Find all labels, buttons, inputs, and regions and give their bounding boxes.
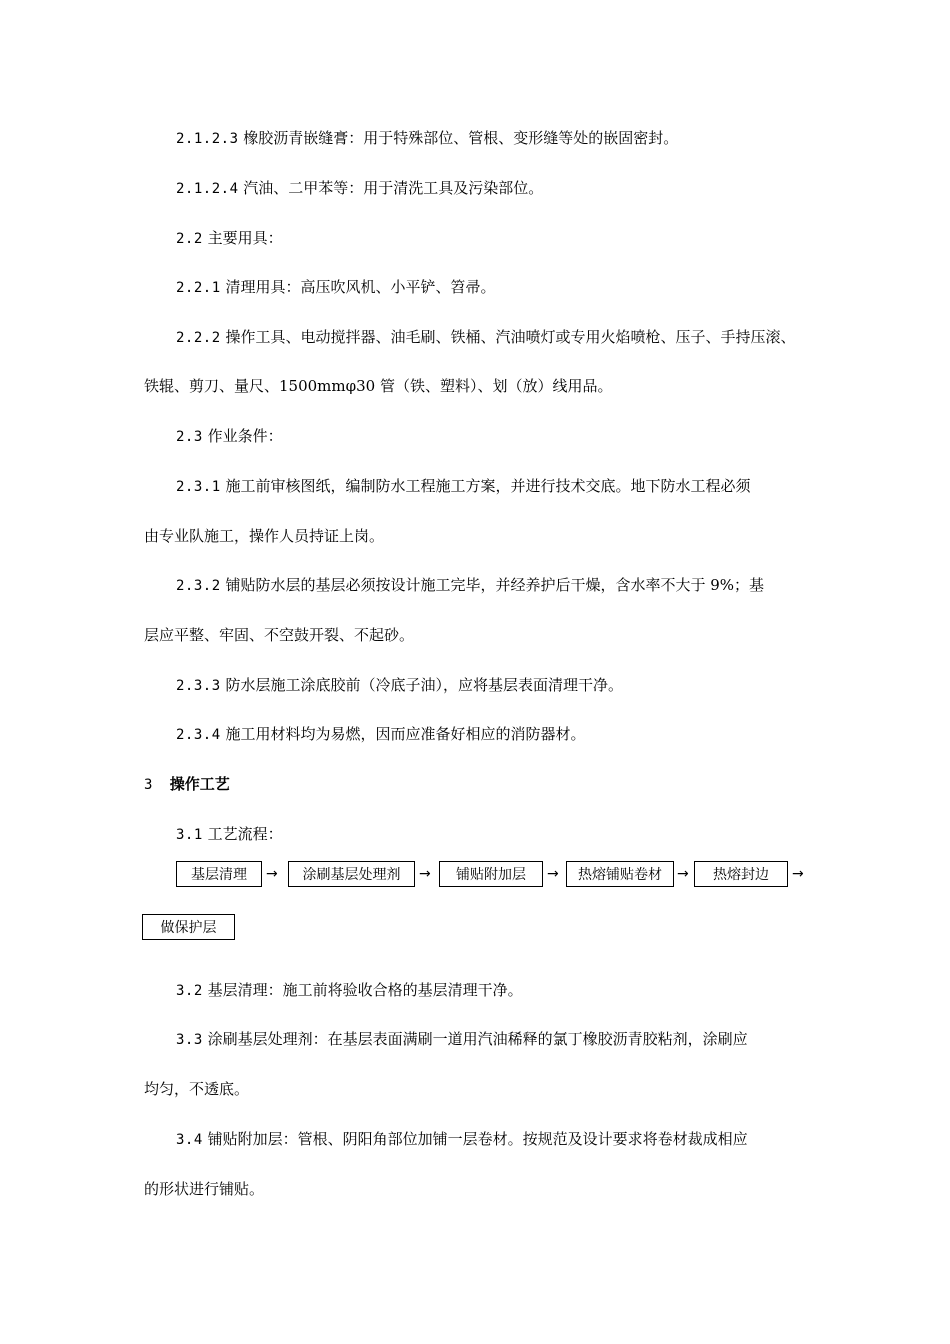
heading-3 (144, 774, 230, 795)
paragraph-text: 汽油、二甲苯等：用于清洗工具及污染部位。 (243, 179, 544, 197)
paragraph-text: 施工用材料均为易燃，因而应准备好相应的消防器材。 (225, 725, 586, 743)
section-number: 3.3 (176, 1032, 203, 1048)
flow-arrow: → (419, 866, 431, 882)
paragraph-2-3-2-continued (144, 625, 414, 645)
flow-step-edge-sealing: 热熔封边 (694, 861, 788, 887)
section-number: 2.3.2 (176, 578, 221, 594)
paragraph-2-2-2 (176, 327, 795, 348)
section-number: 3.4 (176, 1132, 203, 1148)
flow-step-protective-layer: 做保护层 (142, 914, 235, 940)
paragraph-text: 铁辊、剪刀、量尺、1500mmφ30 管（铁、塑料）、划（放）线用品。 (144, 377, 613, 395)
paragraph-3-4 (176, 1129, 748, 1150)
paragraph-text: 涂刷基层处理剂：在基层表面满刷一道用汽油稀释的氯丁橡胶沥青胶粘剂，涂刷应 (207, 1030, 748, 1048)
section-number: 3 (144, 777, 153, 793)
paragraph-text: 的形状进行铺贴。 (144, 1180, 265, 1198)
section-number: 2.2.1 (176, 280, 221, 296)
paragraph-text: 操作工具、电动搅拌器、油毛刷、铁桶、汽油喷灯或专用火焰喷枪、压子、手持压滚、 (225, 328, 796, 346)
paragraph-text: 清理用具：高压吹风机、小平铲、笤帚。 (225, 278, 496, 296)
paragraph-2-3-1-continued (144, 526, 384, 546)
heading-2-2 (176, 228, 283, 249)
paragraph-text: 施工前审核图纸，编制防水工程施工方案，并进行技术交底。地下防水工程必须 (225, 477, 751, 495)
flow-arrow: → (677, 866, 689, 882)
section-number: 2.3 (176, 429, 203, 445)
paragraph-text: 铺贴附加层：管根、阴阳角部位加铺一层卷材。按规范及设计要求将卷材裁成相应 (207, 1130, 748, 1148)
paragraph-2-1-2-4 (176, 178, 543, 199)
paragraph-3-3 (176, 1029, 748, 1050)
heading-3-1 (176, 824, 283, 845)
flow-arrow: → (547, 866, 559, 882)
paragraph-text: 防水层施工涂底胶前（冷底子油），应将基层表面清理干净。 (225, 676, 623, 694)
paragraph-text: 工艺流程： (207, 825, 283, 843)
section-title: 操作工艺 (169, 775, 230, 793)
flow-arrow: → (792, 866, 804, 882)
paragraph-3-3-continued (144, 1079, 249, 1099)
section-number: 2.3.1 (176, 479, 221, 495)
paragraph-text: 均匀，不透底。 (144, 1080, 250, 1098)
section-number: 2.1.2.3 (176, 131, 239, 147)
paragraph-text: 橡胶沥青嵌缝膏：用于特殊部位、管根、变形缝等处的嵌固密封。 (243, 129, 679, 147)
paragraph-3-2 (176, 980, 523, 1001)
paragraph-3-4-continued (144, 1179, 264, 1199)
heading-2-3 (176, 426, 283, 447)
paragraph-2-1-2-3 (176, 128, 678, 149)
flow-step-base-cleaning: 基层清理 (176, 861, 262, 887)
section-number: 3.1 (176, 827, 203, 843)
paragraph-2-3-2 (176, 575, 764, 596)
section-number: 2.2.2 (176, 330, 221, 346)
paragraph-2-3-1 (176, 476, 750, 497)
paragraph-text: 由专业队施工，操作人员持证上岗。 (144, 527, 385, 545)
paragraph-2-2-2-continued (144, 376, 612, 396)
paragraph-text: 主要用具： (207, 229, 283, 247)
section-number: 2.1.2.4 (176, 181, 239, 197)
flow-step-hot-melt-laying: 热熔铺贴卷材 (566, 861, 674, 887)
paragraph-text: 层应平整、牢固、不空鼓开裂、不起砂。 (144, 626, 415, 644)
flow-step-primer: 涂刷基层处理剂 (288, 861, 415, 887)
paragraph-text: 作业条件： (207, 427, 283, 445)
flow-step-additional-layer: 铺贴附加层 (439, 861, 543, 887)
paragraph-text: 铺贴防水层的基层必须按设计施工完毕，并经养护后干燥，含水率不大于 9%；基 (225, 576, 765, 594)
paragraph-2-2-1 (176, 277, 495, 298)
section-number: 3.2 (176, 983, 203, 999)
section-number: 2.2 (176, 231, 203, 247)
paragraph-2-3-3 (176, 675, 623, 696)
section-number: 2.3.4 (176, 727, 221, 743)
flow-arrow: → (266, 866, 278, 882)
section-number: 2.3.3 (176, 678, 221, 694)
paragraph-2-3-4 (176, 724, 585, 745)
paragraph-text: 基层清理：施工前将验收合格的基层清理干净。 (207, 981, 523, 999)
